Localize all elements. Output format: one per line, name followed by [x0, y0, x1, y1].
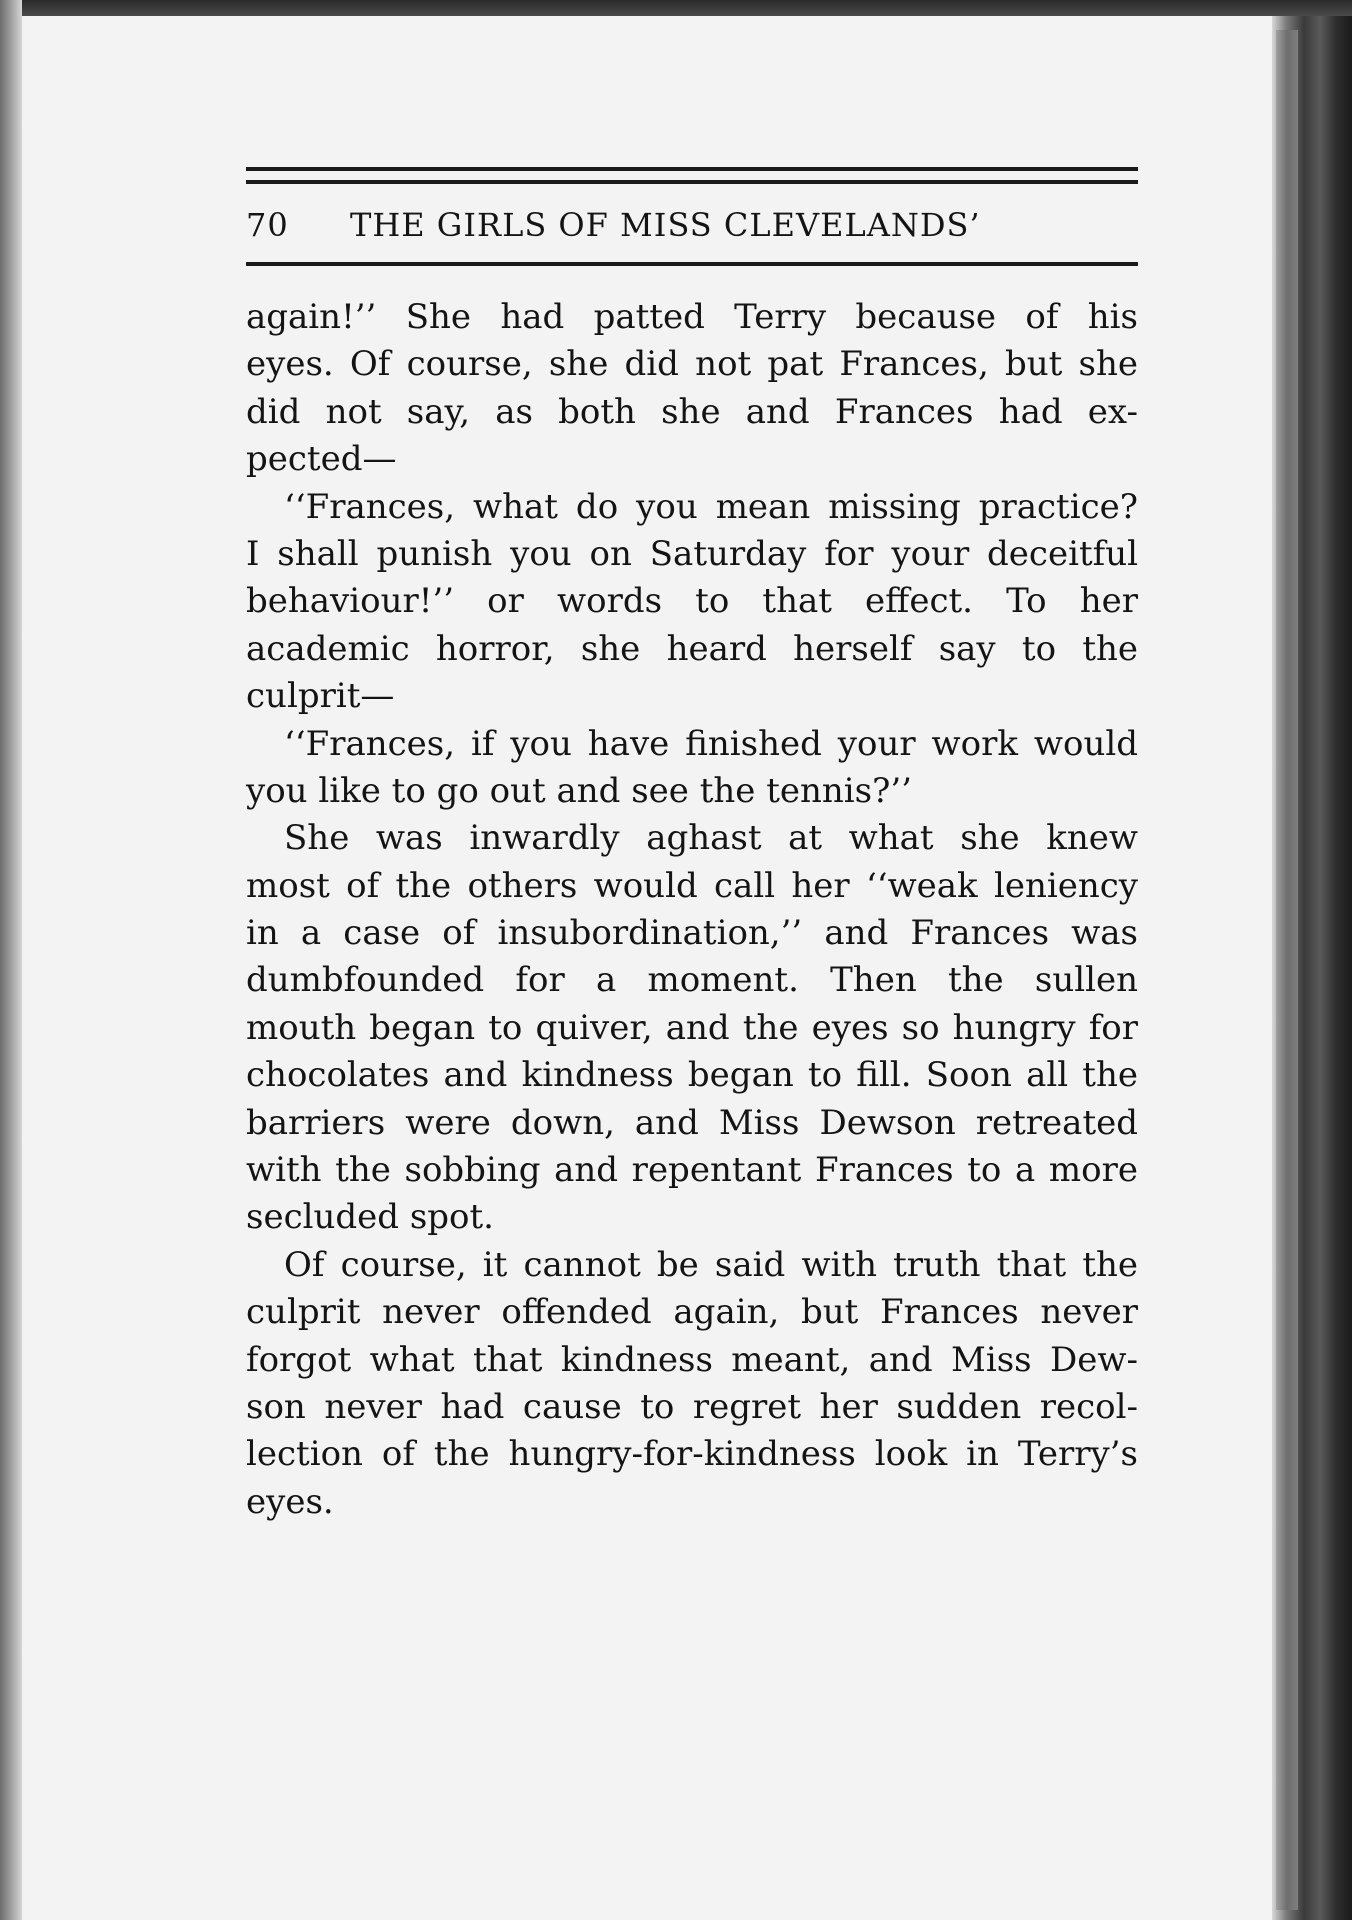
text-line: eyes. — [246, 1481, 334, 1522]
text-line: academic horror, she heard herself say to the — [246, 628, 1138, 669]
text-line: pected— — [246, 439, 397, 480]
text-line: ‘‘Frances, what do you mean missing practice? — [284, 486, 1138, 527]
text-line: eyes. Of course, she did not pat Frances, but she — [246, 344, 1138, 385]
text-line: mouth began to quiver, and the eyes so hungry for — [246, 1007, 1138, 1048]
text-line: most of the others would call her ‘‘weak leniency — [246, 865, 1138, 906]
text-line: in a case of insubordination,’’ and Frances was — [246, 913, 1138, 954]
text-line: Of course, it cannot be said with truth that the — [284, 1244, 1138, 1285]
header-rule-top — [246, 167, 1138, 171]
text-line: I shall punish you on Saturday for your deceitful — [246, 533, 1138, 574]
book-gutter — [0, 0, 22, 1920]
text-line: culprit— — [246, 676, 395, 717]
text-line: forgot what that kindness meant, and Miss Dew- — [246, 1339, 1138, 1380]
text-line: barriers were down, and Miss Dewson retreated — [246, 1102, 1138, 1143]
header-rule-top-second — [246, 180, 1138, 184]
text-line: chocolates and kindness began to fill. Soon all the — [246, 1055, 1138, 1096]
text-line: She was inwardly aghast at what she knew — [284, 818, 1138, 859]
text-line: lection of the hungry-for-kindness look in Terry’s — [246, 1434, 1138, 1475]
book-cover-edge — [1276, 30, 1298, 1910]
running-title: THE GIRLS OF MISS CLEVELANDS’ — [350, 206, 981, 244]
text-line: behaviour!’’ or words to that effect. To her — [246, 581, 1138, 622]
text-line: ‘‘Frances, if you have finished your work would — [284, 723, 1138, 764]
page-number: 70 — [246, 206, 289, 244]
body-text — [246, 294, 1138, 1526]
text-line: culprit never offended again, but Frances never — [246, 1292, 1138, 1333]
text-line: again!’’ She had patted Terry because of his — [246, 297, 1138, 337]
text-line: you like to go out and see the tennis?’’ — [246, 770, 912, 811]
text-line: with the sobbing and repentant Frances to a more — [246, 1150, 1138, 1191]
text-line: did not say, as both she and Frances had ex- — [246, 391, 1138, 432]
text-line: secluded spot. — [246, 1197, 494, 1238]
text-line: dumbfounded for a moment. Then the sullen — [246, 960, 1138, 1001]
text-line: son never had cause to regret her sudden recol- — [246, 1386, 1138, 1427]
running-head — [246, 200, 1138, 250]
header-rule-bottom — [246, 262, 1138, 266]
scan-top-edge — [0, 0, 1352, 16]
